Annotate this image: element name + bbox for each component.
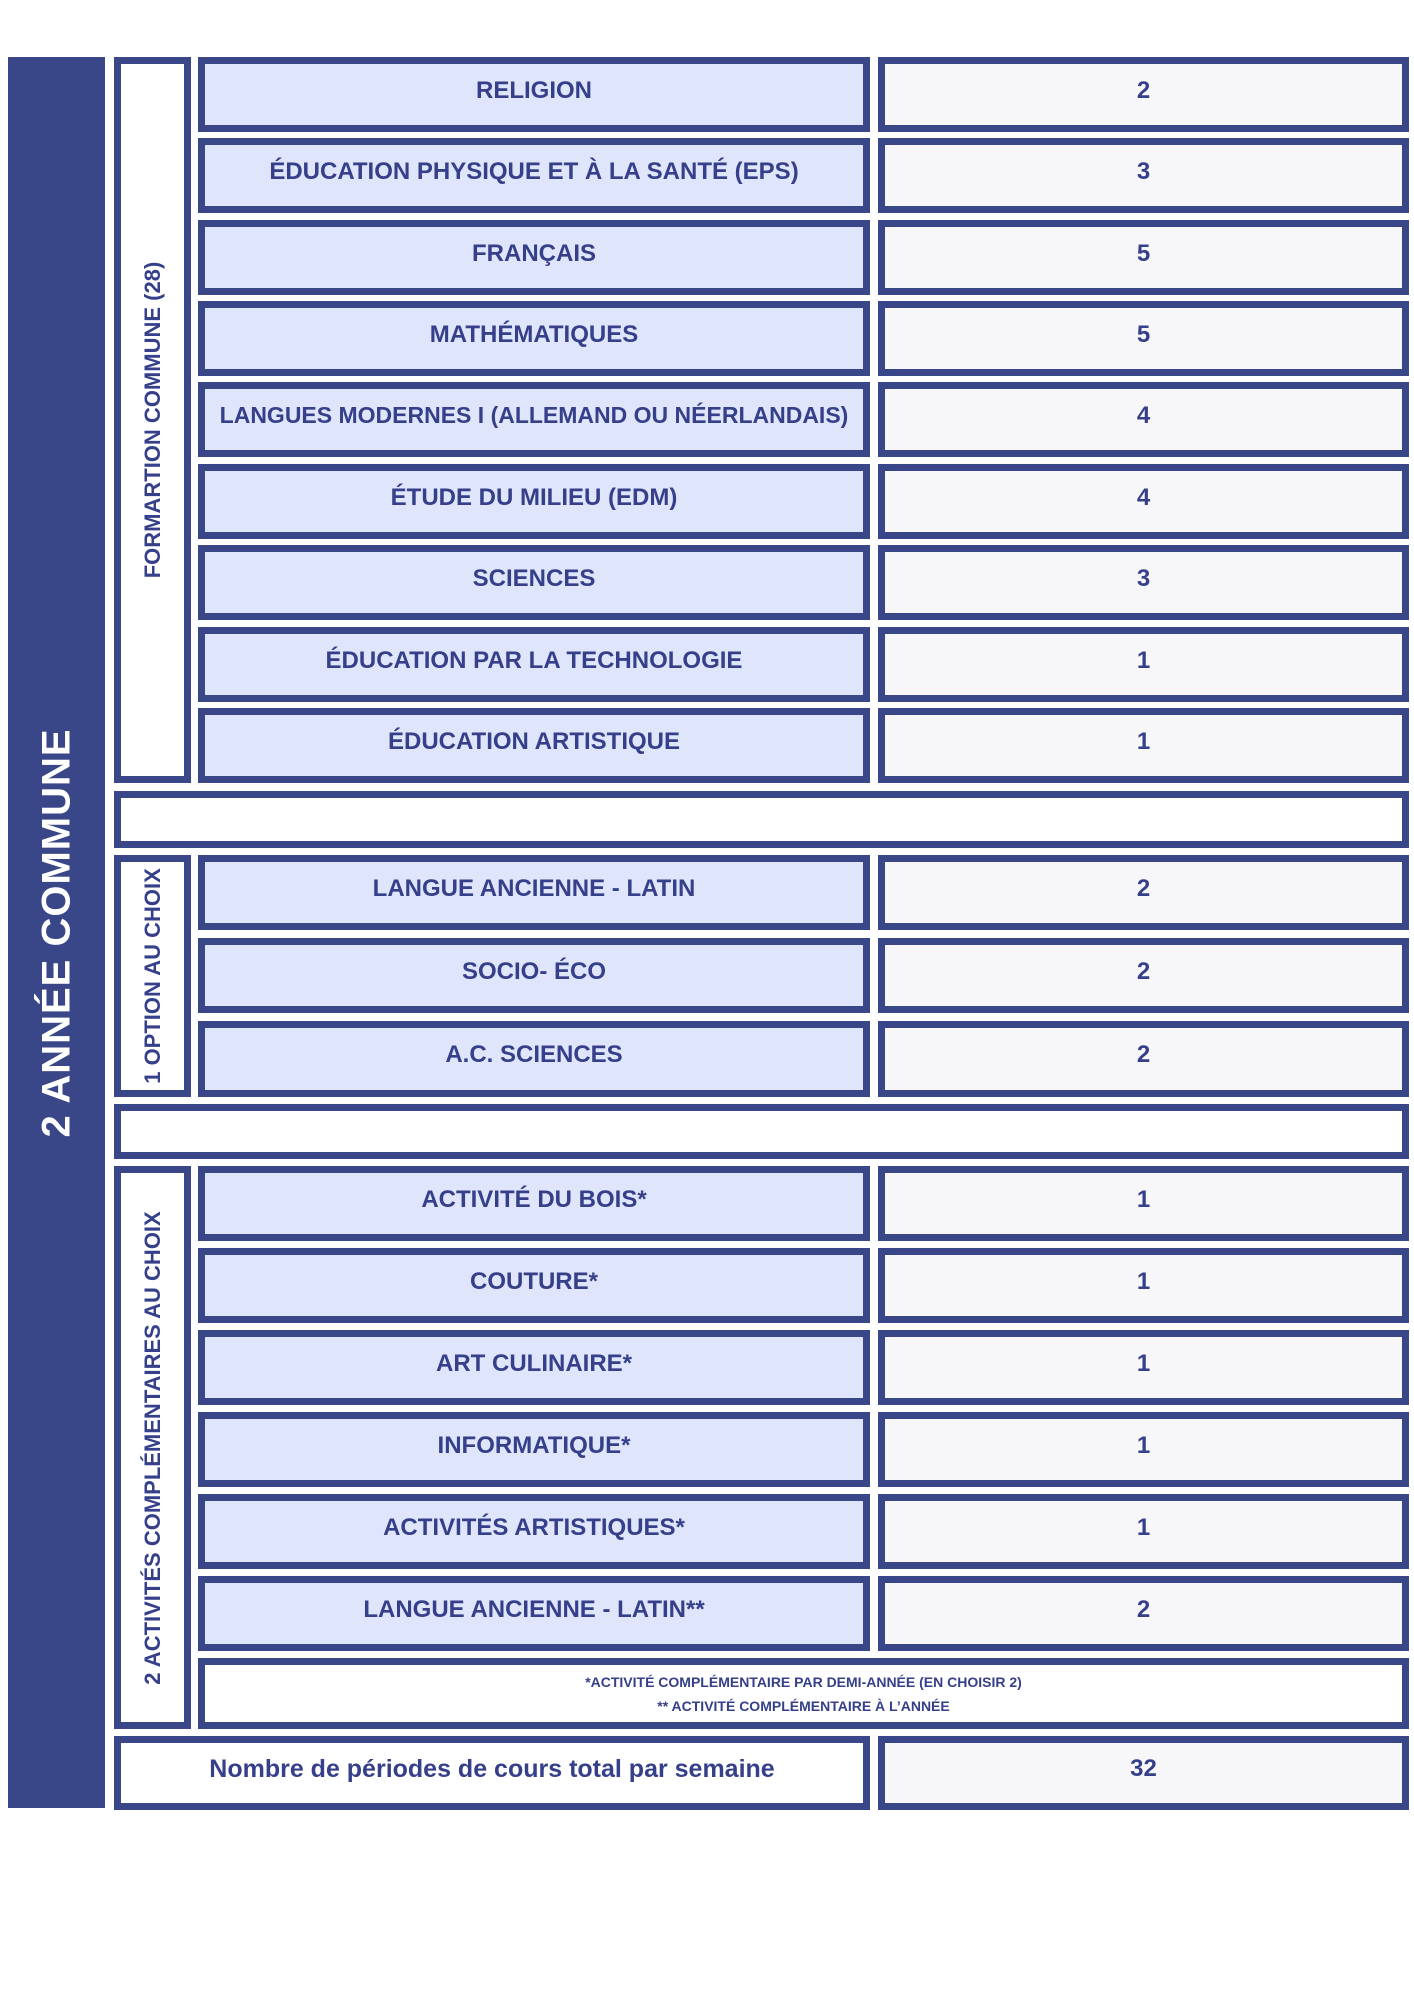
group-separator (114, 1104, 1409, 1159)
group-separator (114, 791, 1409, 848)
subject-cell: RELIGION (198, 57, 870, 132)
hours-cell: 2 (878, 938, 1409, 1013)
hours-cell: 2 (878, 1021, 1409, 1097)
subject-cell: ART CULINAIRE* (198, 1330, 870, 1405)
hours-cell: 1 (878, 1330, 1409, 1405)
hours-cell: 2 (878, 855, 1409, 930)
main-title-band (8, 57, 105, 1808)
subject-cell: ÉTUDE DU MILIEU (EDM) (198, 464, 870, 539)
subject-cell: LANGUE ANCIENNE - LATIN (198, 855, 870, 930)
hours-cell: 4 (878, 464, 1409, 539)
subject-cell: ACTIVITÉS ARTISTIQUES* (198, 1494, 870, 1569)
subject-cell: ÉDUCATION ARTISTIQUE (198, 708, 870, 783)
subject-cell: FRANÇAIS (198, 220, 870, 295)
total-label: Nombre de périodes de cours total par semaine (114, 1736, 870, 1810)
hours-cell: 5 (878, 301, 1409, 376)
subject-cell: A.C. SCIENCES (198, 1021, 870, 1097)
hours-cell: 5 (878, 220, 1409, 295)
group-label-commune (114, 57, 191, 783)
subject-cell: ACTIVITÉ DU BOIS* (198, 1166, 870, 1241)
hours-cell: 3 (878, 545, 1409, 620)
subject-cell: SCIENCES (198, 545, 870, 620)
hours-cell: 1 (878, 1248, 1409, 1323)
hours-cell: 1 (878, 1494, 1409, 1569)
subject-cell: INFORMATIQUE* (198, 1412, 870, 1487)
hours-cell: 2 (878, 57, 1409, 132)
main-title: 2 ANNÉE COMMUNE (34, 727, 78, 1138)
subject-cell: SOCIO- ÉCO (198, 938, 870, 1013)
footnote-box (198, 1658, 1409, 1729)
hours-cell: 1 (878, 1166, 1409, 1241)
footnote-line: *ACTIVITÉ COMPLÉMENTAIRE PAR DEMI-ANNÉE (EN CHOISIR 2) (585, 1673, 1022, 1690)
group-label-commune-text: FORMARTION COMMUNE (28) (139, 261, 165, 579)
hours-cell: 4 (878, 382, 1409, 457)
hours-cell: 3 (878, 138, 1409, 213)
hours-cell: 1 (878, 708, 1409, 783)
group-label-activites (114, 1166, 191, 1729)
hours-cell: 1 (878, 627, 1409, 702)
subject-cell: LANGUES MODERNES I (ALLEMAND OU NÉERLANDAIS) (198, 382, 870, 457)
footnote-line: ** ACTIVITÉ COMPLÉMENTAIRE À L’ANNÉE (657, 1697, 950, 1714)
group-label-activites-text: 2 ACTIVITÉS COMPLÉMENTAIRES AU CHOIX (139, 1210, 165, 1685)
subject-cell: ÉDUCATION PAR LA TECHNOLOGIE (198, 627, 870, 702)
hours-cell: 2 (878, 1576, 1409, 1651)
group-label-option-text: 1 OPTION AU CHOIX (139, 868, 165, 1084)
group-label-option (114, 855, 191, 1097)
hours-cell: 1 (878, 1412, 1409, 1487)
subject-cell: ÉDUCATION PHYSIQUE ET À LA SANTÉ (EPS) (198, 138, 870, 213)
subject-cell: MATHÉMATIQUES (198, 301, 870, 376)
subject-cell: LANGUE ANCIENNE - LATIN** (198, 1576, 870, 1651)
subject-cell: COUTURE* (198, 1248, 870, 1323)
total-value: 32 (878, 1736, 1409, 1810)
